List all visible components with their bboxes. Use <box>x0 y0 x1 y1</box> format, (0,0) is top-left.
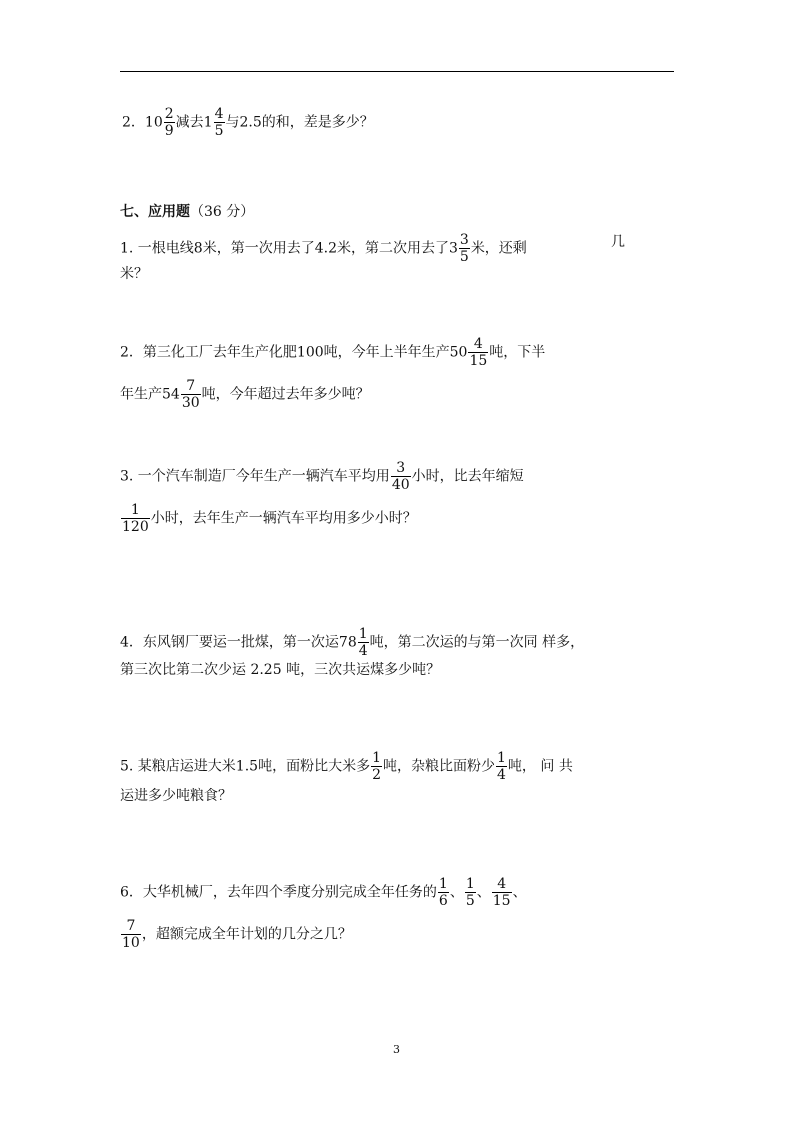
fraction: $\frac{3}{40}$ <box>391 460 410 493</box>
question-text: 几 <box>611 234 625 250</box>
fraction: $\frac{2}{9}$ <box>164 106 174 139</box>
fraction: $\frac{4}{5}$ <box>214 106 224 139</box>
fraction: $\frac{3}{5}$ <box>459 232 469 265</box>
applied-question-4 <box>120 626 584 659</box>
question-text: 3. 一个汽车制造厂今年生产一辆汽车平均用 <box>120 468 390 485</box>
question-text: 小时，去年生产一辆汽车平均用多少小时？ <box>150 510 417 527</box>
question-number: 2． <box>122 114 145 131</box>
fraction: $\frac{4}{15}$ <box>492 876 511 909</box>
question-text: 6．大华机械厂，去年四个季度分别完成全年任务的 <box>120 884 437 901</box>
applied-question-3 <box>120 460 524 493</box>
question-text: 吨，第二次运的与第一次同 样多， <box>369 634 585 651</box>
applied-question-1 <box>120 232 527 265</box>
fraction: $\frac{4}{15}$ <box>469 336 488 369</box>
separator: 、 <box>476 884 491 901</box>
question-text: 米，还剩 <box>470 240 527 257</box>
question-text: 运进多少吨粮食？ <box>120 788 232 804</box>
question-text: 1. 一根电线8米，第一次用去了4.2米，第二次用去了3 <box>120 240 458 257</box>
fraction: $\frac{7}{30}$ <box>181 378 200 411</box>
whole-number: 10 <box>144 114 163 131</box>
page-number: 3 <box>393 1043 400 1056</box>
question-text: 小时，比去年缩短 <box>411 468 524 485</box>
separator: 、 <box>512 884 527 901</box>
fraction: $\frac{1}{120}$ <box>122 502 149 535</box>
applied-question-2 <box>120 336 545 369</box>
section-heading <box>120 202 254 222</box>
question-text: 与2.5的和，差是多少？ <box>225 114 374 131</box>
applied-question-6 <box>120 876 527 909</box>
question-text: 4．东风钢厂要运一批煤，第一次运78 <box>120 634 357 651</box>
fraction: $\frac{1}{2}$ <box>372 750 381 783</box>
question-text: 吨，下半 <box>489 344 546 361</box>
question-2 <box>122 106 374 139</box>
question-text: 第三次比第二次少运 2.25 吨，三次共运煤多少吨？ <box>120 662 441 678</box>
fraction: $\frac{1}{4}$ <box>358 626 368 659</box>
applied-question-3-line-2 <box>120 502 417 535</box>
question-text: 吨， 问 共 <box>507 758 573 775</box>
applied-question-2-line-2 <box>120 378 370 411</box>
question-text: 吨，今年超过去年多少吨？ <box>201 386 370 403</box>
question-text: 年生产54 <box>120 386 180 403</box>
question-text: 吨，杂粮比面粉少 <box>383 758 495 775</box>
header-rule <box>120 71 674 72</box>
question-text: 减去 <box>175 114 204 131</box>
question-text: 米？ <box>120 266 148 282</box>
fraction: $\frac{1}{6}$ <box>438 876 448 909</box>
fraction: $\frac{7}{10}$ <box>122 918 140 951</box>
fraction: $\frac{1}{5}$ <box>465 876 475 909</box>
fraction: $\frac{1}{4}$ <box>497 750 506 783</box>
whole-number: 1 <box>203 114 213 131</box>
question-text: 5. 某粮店运进大米1.5吨，面粉比大米多 <box>120 758 371 775</box>
question-text: 2．第三化工厂去年生产化肥100吨，今年上半年生产50 <box>120 344 468 361</box>
separator: 、 <box>449 884 464 901</box>
applied-question-5 <box>120 750 573 783</box>
question-text: ，超额完成全年计划的几分之几？ <box>141 926 352 943</box>
applied-question-6-line-2 <box>120 918 352 951</box>
section-title: 七、应用题 <box>120 204 190 220</box>
section-points: （36 分） <box>190 204 255 220</box>
